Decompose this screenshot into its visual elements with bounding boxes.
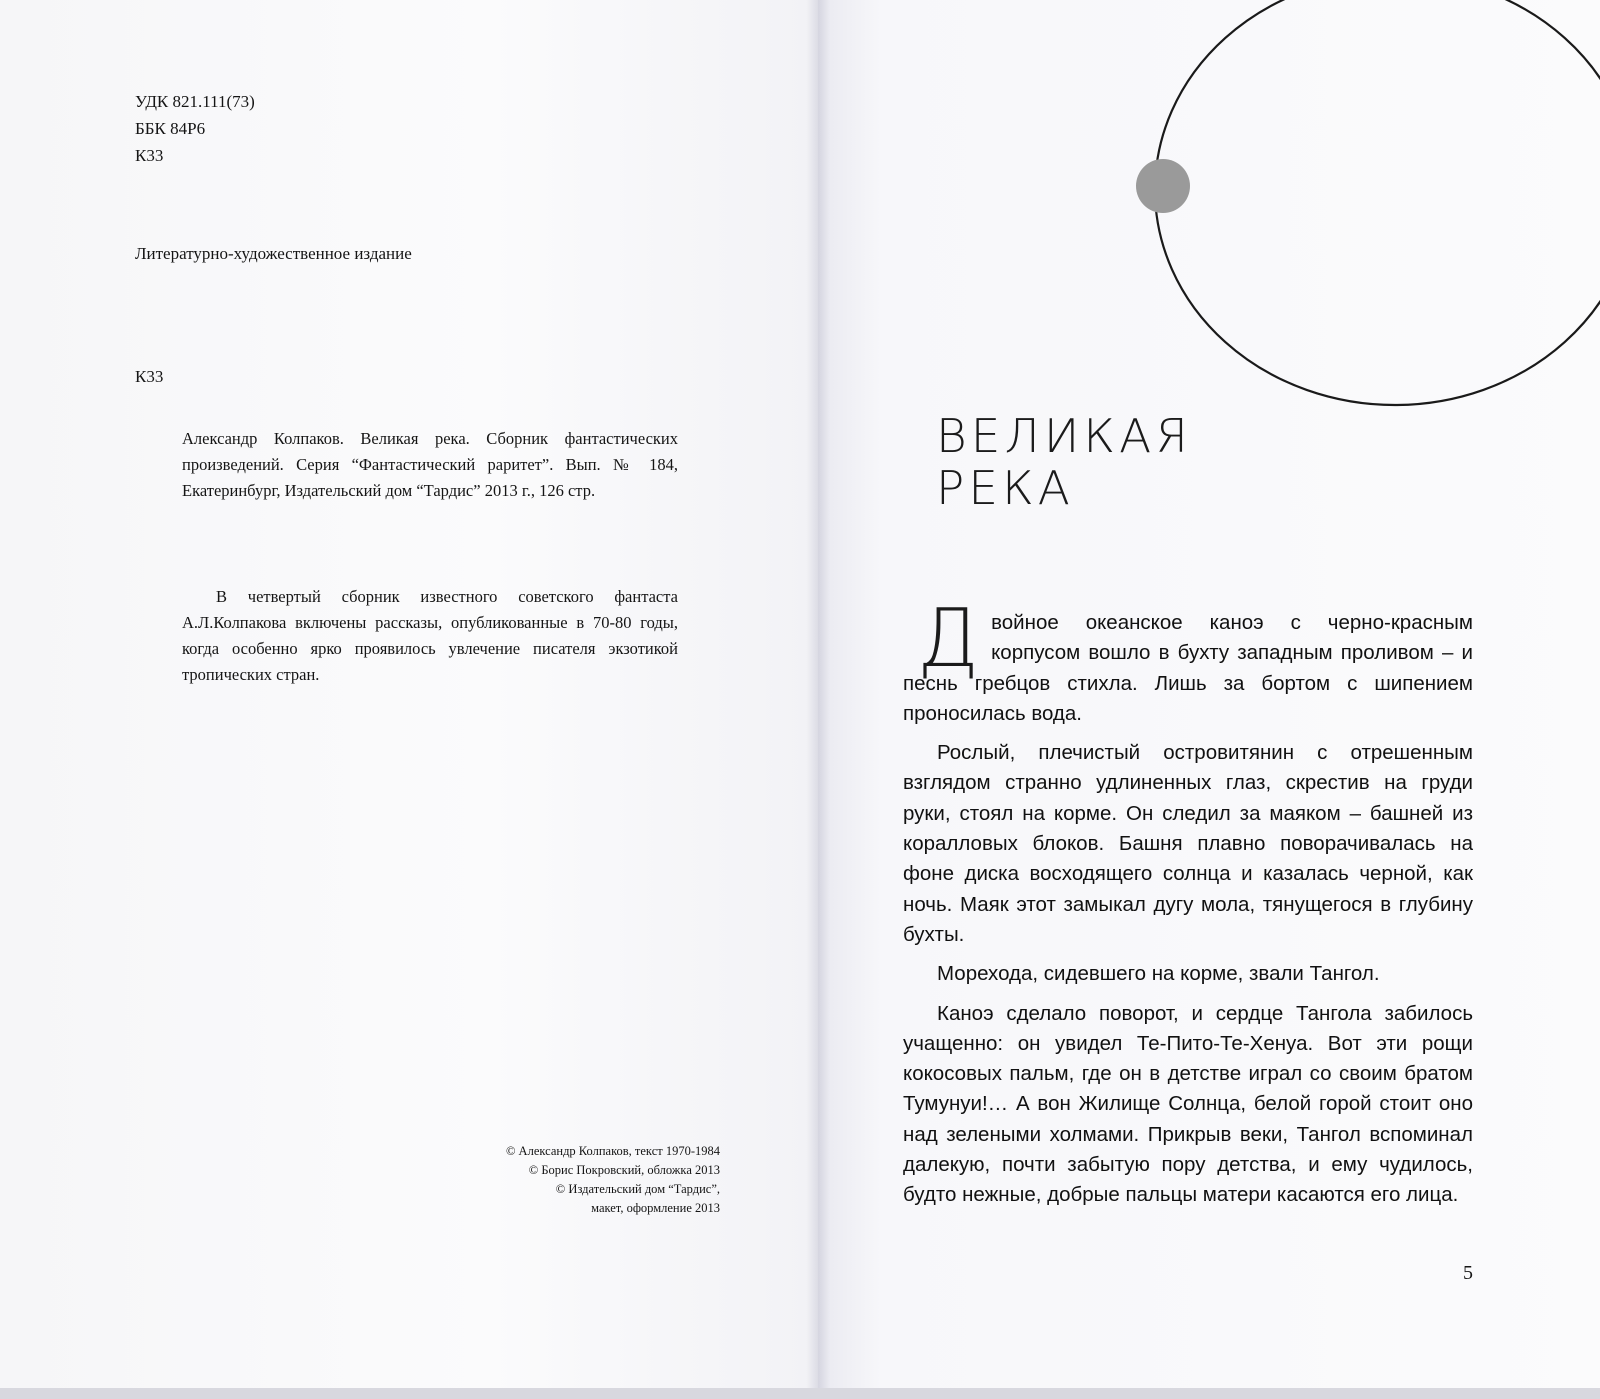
annotation: В четвертый сборник известного советского фантаста А.Л.Колпакова включены рассказы, опубликованные в 70-80 годы, когда особенно ярко проявилось увлечение писателя экзотикой тропических стран.: [182, 587, 678, 684]
copyright-line: © Борис Покровский, обложка 2013: [528, 1163, 720, 1177]
author-mark: К33: [135, 146, 164, 165]
edition-type: Литературно-художественное издание: [135, 244, 412, 263]
orbit-dot: [1136, 159, 1190, 213]
drop-cap: Д: [917, 592, 980, 685]
page-number: 5: [1463, 1262, 1473, 1284]
paragraph: Рослый, плечистый островитянин с отрешенным взглядом странно удлиненных глаз, скрестив на груди руки, стоял на корме. Он следил за маяком – башней из коралловых блоков. Башня плавно поворачивалась на фоне диска восходящего солнца и казалась черной, как ночь. Маяк этот замыкал дугу мола, тянущегося в глубину бухты.: [903, 741, 1473, 946]
catalog-mark: К33: [135, 367, 164, 386]
bibliographic-description: Александр Колпаков. Великая река. Сборник фантастических произведений. Серия “Фантастический раритет”. Вып. № 184, Екатеринбург, Издательский дом “Тардис” 2013 г., 126 стр.: [182, 429, 678, 500]
udk-code: УДК 821.111(73): [135, 92, 255, 111]
story-title: [936, 410, 1192, 514]
copyright-line: макет, оформление 2013: [591, 1201, 720, 1215]
paragraph: Каноэ сделало поворот, и сердце Тангола забилось учащенно: он увидел Те-Пито-Те-Хенуа. Вот эти рощи кокосовых пальм, где он в детстве играл со своим братом Тумунуи!… А вон Жилище Солнца, белой горой стоит оно над зелеными холмами. Прикрыв веки, Тангол вспоминал далекую, почти забытую пору детства, и ему чудилось, будто нежные, добрые пальцы матери касаются его лица.: [903, 1001, 1473, 1207]
paragraph: Морехода, сидевшего на корме, звали Тангол.: [937, 962, 1380, 986]
orbit-ellipse: [1155, 0, 1600, 405]
story-text: [903, 592, 1473, 1220]
title-line-2: РЕКА: [936, 461, 1074, 515]
bbk-code: ББК 84Р6: [135, 119, 206, 138]
paragraph-text: войное океанское каноэ с черно-красным корпусом вошло в бухту западным проливом – и песнь гребцов стихла. Лишь за бортом с шипением проносилась вода.: [903, 611, 1473, 725]
copyright-line: © Издательский дом “Тардис”,: [555, 1182, 720, 1196]
copyright-line: © Александр Колпаков, текст 1970-1984: [505, 1144, 720, 1158]
title-line-1: ВЕЛИКАЯ: [936, 409, 1192, 463]
paragraph: [903, 592, 1473, 729]
